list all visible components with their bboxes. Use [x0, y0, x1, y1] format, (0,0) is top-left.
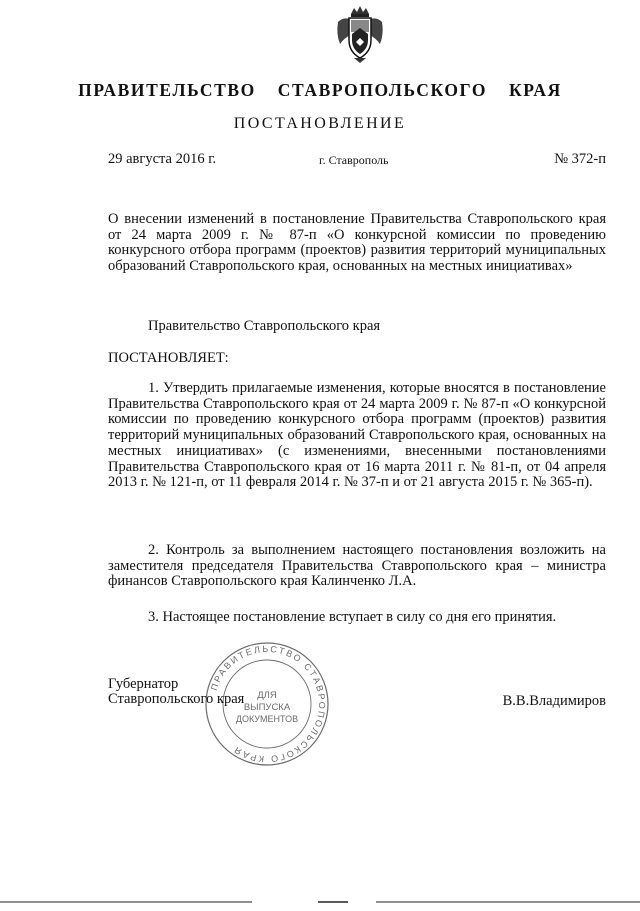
document-date: 29 августа 2016 г.: [108, 151, 217, 167]
government-title: ПРАВИТЕЛЬСТВО СТАВРОПОЛЬСКОГО КРАЯ: [78, 80, 562, 100]
stamp-inner-line-2: ВЫПУСКА: [243, 702, 291, 713]
document-type: ПОСТАНОВЛЕНИЕ: [233, 115, 407, 132]
coat-of-arms-icon: [334, 4, 386, 64]
document-subject: О внесении изменений в постановление Правительства Ставропольского края от 24 марта 2009 г. № 87-п «О конкурсной комиссии по проведению конкурсного отбора программ (проектов) развития территорий муниципальных образований Ставропольского края, основанных на местных инициативах»: [108, 211, 606, 274]
document-number: № 372-п: [554, 151, 606, 167]
issuing-body: Правительство Ставропольского края: [148, 318, 381, 334]
stamp-inner-line-3: ДОКУМЕНТОВ: [235, 714, 299, 724]
signatory-role-line-2: Ставропольского края: [108, 691, 245, 707]
document-city: г. Ставрополь: [319, 153, 389, 167]
decrees-heading: ПОСТАНОВЛЯЕТ:: [108, 350, 229, 366]
stamp-inner-line-1: ДЛЯ: [257, 690, 277, 701]
signatory-role: [108, 677, 244, 707]
signatory-name: В.В.Владимиров: [502, 693, 606, 709]
paragraph-1: 1. Утвердить прилагаемые изменения, которые вносятся в постановление Правительства Ставропольского края от 24 марта 2009 г. № 87-п «О конкурсной комиссии по проведению конкурсного отбора программ (проектов) развития территорий муниципальных образований Ставропольского края, основанных на местных инициативах» (с изменениями, внесенными постановлениями Правительства Ставропольского края от 16 марта 2011 г. № 81-п, от 04 апреля 2013 г. № 121-п, от 11 февраля 2014 г. № 37-п и от 21 августа 2015 г. № 365-п).: [108, 380, 606, 491]
signatory-role-line-1: Губернатор: [108, 676, 179, 692]
footer-rule: [0, 893, 640, 905]
paragraph-3: 3. Настоящее постановление вступает в силу со дня его принятия.: [148, 609, 557, 625]
stamp-outer-text: ПРАВИТЕЛЬСТВО СТАВРОПОЛЬСКОГО КРАЯ: [208, 643, 328, 765]
paragraph-2: 2. Контроль за выполнением настоящего постановления возложить на заместителя председателя Правительства Ставропольского края – министра финансов Ставропольского края Калинченко Л.А.: [108, 542, 606, 590]
